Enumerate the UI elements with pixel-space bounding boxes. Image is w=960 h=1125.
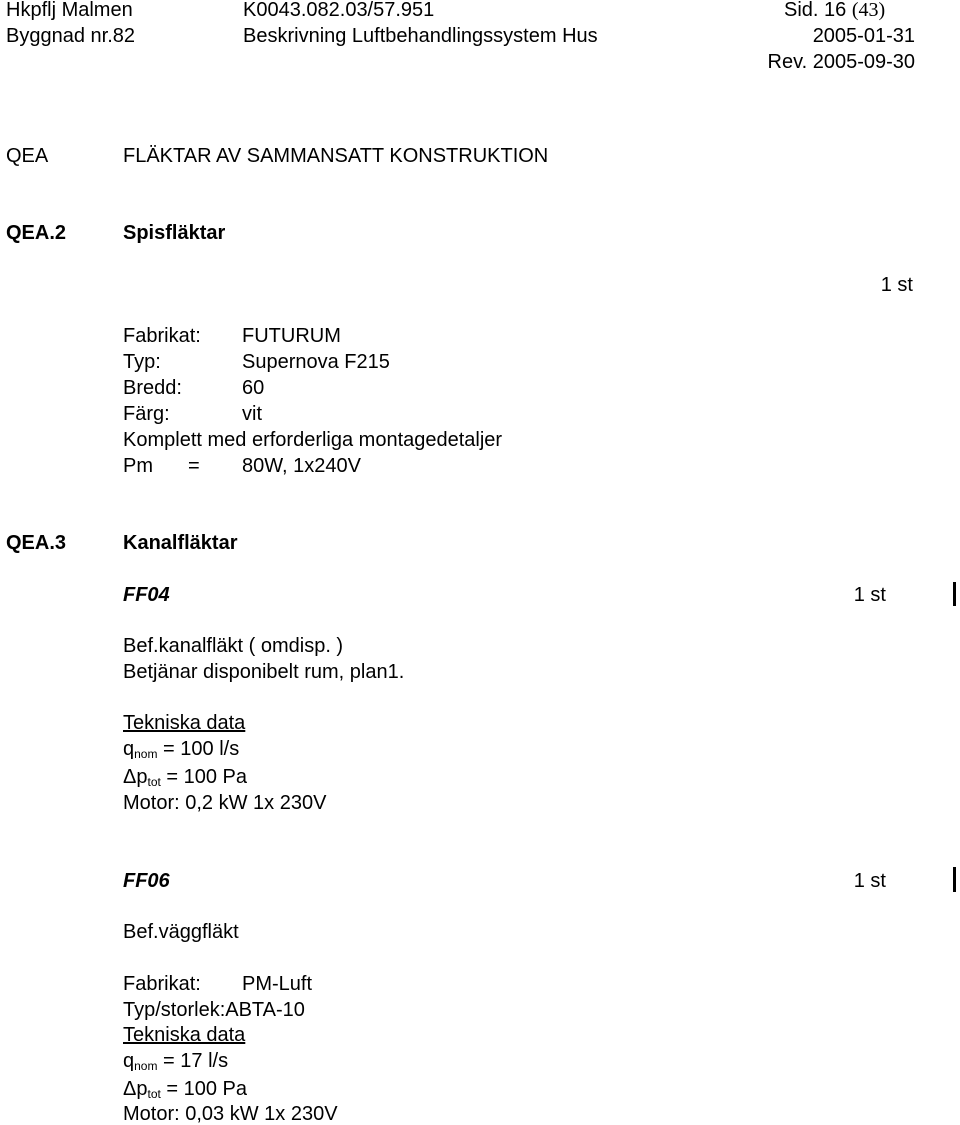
ff06-qnom-sub: nom [134, 1059, 158, 1073]
ff06-typ: Typ/storlek:ABTA-10 [123, 999, 305, 1021]
ff06-qty: 1 st [853, 870, 886, 892]
ff06-dptot-symbol: Δp [123, 1078, 148, 1100]
ff04-line2: Betjänar disponibelt rum, plan1. [123, 661, 405, 683]
header-page-label: Sid. 16 [784, 0, 847, 21]
ff06-title: FF06 [123, 870, 170, 892]
ff06-dptot [123, 1079, 247, 1099]
header-code: K0043.082.03/57.951 [243, 0, 435, 21]
qea2-farg-value: vit [242, 403, 262, 425]
qea3-code: QEA.3 [6, 532, 67, 554]
ff06-tech-title: Tekniska data [123, 1024, 246, 1046]
ff06-fabrikat-label: Fabrikat: [123, 973, 201, 995]
ff04-motor: Motor: 0,2 kW 1x 230V [123, 792, 327, 814]
header-page-total: (43) [851, 0, 886, 21]
header-revision: Rev. 2005-09-30 [767, 51, 915, 73]
ff06-revision-bar [953, 867, 956, 892]
qea2-note: Komplett med erforderliga montagedetaljer [123, 429, 503, 451]
section-title: FLÄKTAR AV SAMMANSATT KONSTRUKTION [123, 145, 549, 167]
ff04-dptot-symbol: Δp [123, 766, 148, 788]
ff04-qnom [123, 739, 239, 759]
qea2-fabrikat-label: Fabrikat: [123, 325, 201, 347]
ff06-dptot-value: = 100 Pa [160, 1078, 248, 1100]
ff06-motor: Motor: 0,03 kW 1x 230V [123, 1103, 338, 1125]
qea2-typ-value: Supernova F215 [242, 351, 390, 373]
qea2-fabrikat-value: FUTURUM [242, 325, 341, 347]
header-doc-title: Beskrivning Luftbehandlingssystem Hus [243, 25, 598, 47]
header-page [784, 0, 885, 20]
qea2-farg-label: Färg: [123, 403, 170, 425]
qea2-code: QEA.2 [6, 222, 67, 244]
header-building: Byggnad nr.82 [6, 25, 135, 47]
ff06-qnom-symbol: q [123, 1050, 135, 1072]
ff04-dptot [123, 767, 247, 787]
ff06-fabrikat-value: PM-Luft [242, 973, 313, 995]
section-code: QEA [6, 145, 49, 167]
ff04-qnom-symbol: q [123, 738, 135, 760]
ff04-qty: 1 st [853, 584, 886, 606]
qea2-bredd-value: 60 [242, 377, 265, 399]
qea2-qty: 1 st [880, 274, 913, 296]
qea2-bredd-label: Bredd: [123, 377, 182, 399]
qea3-title: Kanalfläktar [123, 532, 238, 554]
ff04-dptot-value: = 100 Pa [160, 766, 248, 788]
ff06-line1: Bef.väggfläkt [123, 921, 239, 943]
ff04-line1: Bef.kanalfläkt ( omdisp. ) [123, 635, 344, 657]
ff04-qnom-sub: nom [134, 747, 158, 761]
ff06-qnom [123, 1051, 228, 1071]
ff04-dptot-sub: tot [147, 775, 161, 789]
qea2-pm-value: 80W, 1x240V [242, 455, 361, 477]
qea2-pm-label: Pm [123, 455, 153, 477]
ff04-title: FF04 [123, 584, 170, 606]
qea2-typ-label: Typ: [123, 351, 161, 373]
ff04-tech-title: Tekniska data [123, 712, 246, 734]
qea2-pm-eq: = [188, 455, 200, 477]
ff06-dptot-sub: tot [147, 1087, 161, 1101]
qea2-title: Spisfläktar [123, 222, 226, 244]
ff06-qnom-value: = 17 l/s [157, 1050, 229, 1072]
header-project: Hkpflj Malmen [6, 0, 133, 21]
header-date: 2005-01-31 [812, 25, 915, 47]
ff04-revision-bar [953, 582, 956, 606]
ff04-qnom-value: = 100 l/s [157, 738, 240, 760]
